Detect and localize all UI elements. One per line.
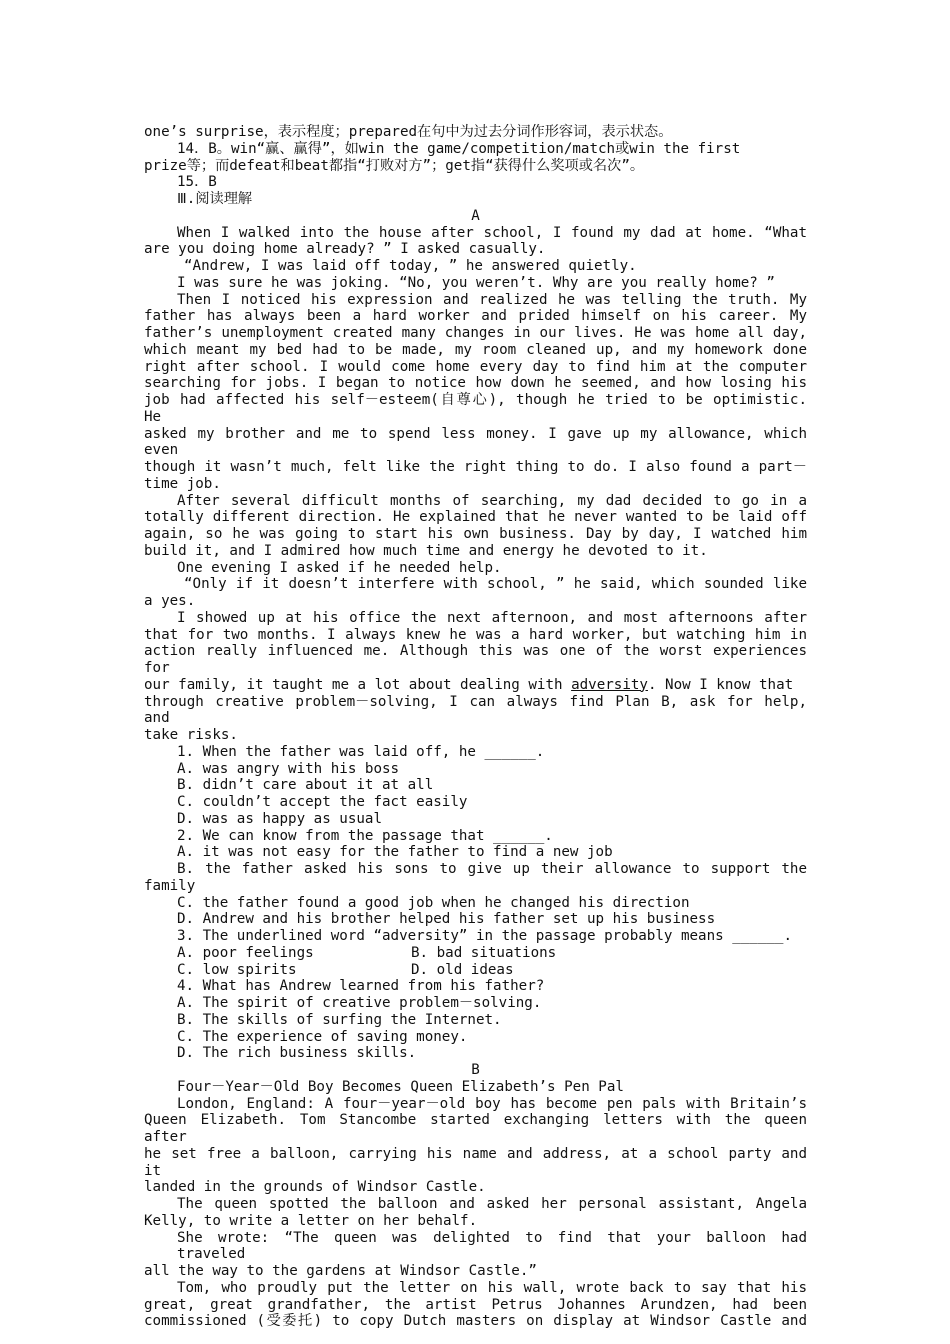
answer-option: A. was angry with his boss [177,760,400,777]
text-segment: . Now I know that [647,676,794,693]
paragraph-line [144,677,807,694]
answer-option: C. low spirits [177,961,297,978]
answer-option: D. was as happy as usual [177,810,382,827]
paragraph-line: searching for jobs. I began to notice how down he seemed, and how losing his [144,375,807,392]
paragraph-line: “Only if it doesn’t interfere with school, ” he said, which sounded like [184,576,807,593]
paragraph-line: action really influenced me. Although this was one of the worst experiences for [144,643,807,676]
paragraph-line: When I walked into the house after school, I found my dad at home. “What [177,224,807,241]
paragraph-line: he set free a balloon, carrying his name and address, at a school party and it [144,1145,807,1179]
paragraph-line: commissioned (受委托) to copy Dutch masters on display at Windsor Castle and [144,1313,807,1330]
paragraph-line: She wrote: “The queen was delighted to find that your balloon had traveled [177,1229,807,1263]
paragraph-line: that for two months. I always knew he was a hard worker, but watching him in [144,626,807,643]
answer-option: A. poor feelings [177,944,314,961]
answer-option: family [144,877,196,894]
answer-option: D. The rich business skills. [177,1045,417,1062]
paragraph-line: though it wasn’t much, felt like the right thing to do. I also found a part－ [144,459,807,475]
paragraph-line: “Andrew, I was laid off today, ” he answered quietly. [184,258,637,274]
paragraph-line: totally different direction. He explained that he never wanted to be laid off [144,509,807,526]
answer-option: D. old ideas [411,961,514,978]
paragraph-line: all the way to the gardens at Windsor Castle.” [144,1263,537,1279]
text-segment: our family, it taught me a lot about dealing with [144,676,563,693]
paragraph-line: Then I noticed his expression and realized he was telling the truth. My [177,291,807,308]
answer-option: A. The spirit of creative problem－solving. [177,995,542,1011]
paragraph-line: I was sure he was joking. “No, you weren’t. Why are you really home? ” [177,274,775,291]
paragraph-line: I showed up at his office the next afternoon, and most afternoons after [177,609,807,626]
paragraph-line: right after school. I would come home every day to find him at the computer [144,358,807,375]
paragraph-line: Tom, who proudly put the letter on his wall, wrote back to say that his [177,1279,807,1296]
paragraph-line: father has always been a hard worker and prided himself on his career. My [144,308,807,325]
paragraph-line: build it, and I admired how much time and energy he devoted to it. [144,542,708,559]
underlined-word: adversity [571,676,648,693]
paragraph-line: a yes. [144,593,196,609]
paragraph-line: father’s unemployment created many changes in our lives. He was home all day, [144,325,807,341]
paragraph-line: London, England: A four－year－old boy has become pen pals with Britain’s [177,1095,807,1112]
answer-explanation-line: prize等；而defeat和beat都指“打败对方”；get指“获得什么奖项或名次”。 [144,157,645,174]
answer-option: B. The skills of surfing the Internet. [177,1011,502,1028]
paragraph-line: are you doing home already? ” I asked casually. [144,241,546,258]
question-stem: 4. What has Andrew learned from his father? [177,978,545,995]
answer-option: B. bad situations [411,944,557,961]
question-stem: 1. When the father was laid off, he ______. [177,743,545,760]
answer-option-row [144,962,807,979]
question-stem: 2. We can know from the passage that ______. [177,827,553,844]
paragraph-line: landed in the grounds of Windsor Castle. [144,1179,486,1196]
answer-explanation-line: 15．B [177,174,217,191]
paragraph-line: take risks. [144,727,238,743]
passage-b-label: B [471,1062,480,1078]
paragraph-line: job had affected his self－esteem(自尊心), though he tried to be optimistic. He [144,392,807,425]
answer-option: C. The experience of saving money. [177,1028,468,1045]
question-stem: 3. The underlined word “adversity” in the passage probably means ______. [177,928,792,944]
paragraph-line: which meant my bed had to be made, my room cleaned up, and my homework done [144,341,807,358]
answer-option: A. it was not easy for the father to find a new job [177,844,613,861]
paragraph-line: The queen spotted the balloon and asked her personal assistant, Angela [177,1196,807,1212]
answer-explanation-line: one’s surprise，表示程度；prepared在句中为过去分词作形容词，表示状态。 [144,124,673,140]
document-page [144,124,807,1330]
answer-option: C. couldn’t accept the fact easily [177,794,468,810]
answer-option: D. Andrew and his brother helped his father set up his business [177,911,716,928]
paragraph-line: time job. [144,475,221,492]
paragraph-line: asked my brother and me to spend less money. I gave up my allowance, which even [144,425,807,459]
paragraph-line: through creative problem－solving, I can always find Plan B, ask for help, and [144,693,807,727]
answer-explanation-line: 14．B。win“赢、赢得”，如win the game/competition/match或win the first [177,140,741,157]
paragraph-line: again, so he was going to start his own business. Day by day, I watched him [144,526,807,542]
paragraph-line: One evening I asked if he needed help. [177,559,502,576]
answer-option: C. the father found a good job when he changed his direction [177,894,690,911]
section-heading: Ⅲ.阅读理解 [177,191,253,207]
paragraph-line: After several difficult months of searching, my dad decided to go in a [177,492,807,509]
answer-option: B. the father asked his sons to give up their allowance to support the [177,861,807,877]
passage-a-label: A [471,207,480,224]
answer-option-row [144,945,807,962]
paragraph-line: Kelly, to write a letter on her behalf. [144,1212,478,1229]
answer-option: B. didn’t care about it at all [177,777,434,794]
passage-b-title: Four－Year－Old Boy Becomes Queen Elizabeth’s Pen Pal [177,1078,624,1095]
paragraph-line: great, great grandfather, the artist Petrus Johannes Arundzen, had been [144,1296,807,1313]
paragraph-line: Queen Elizabeth. Tom Stancombe started exchanging letters with the queen after [144,1112,807,1145]
